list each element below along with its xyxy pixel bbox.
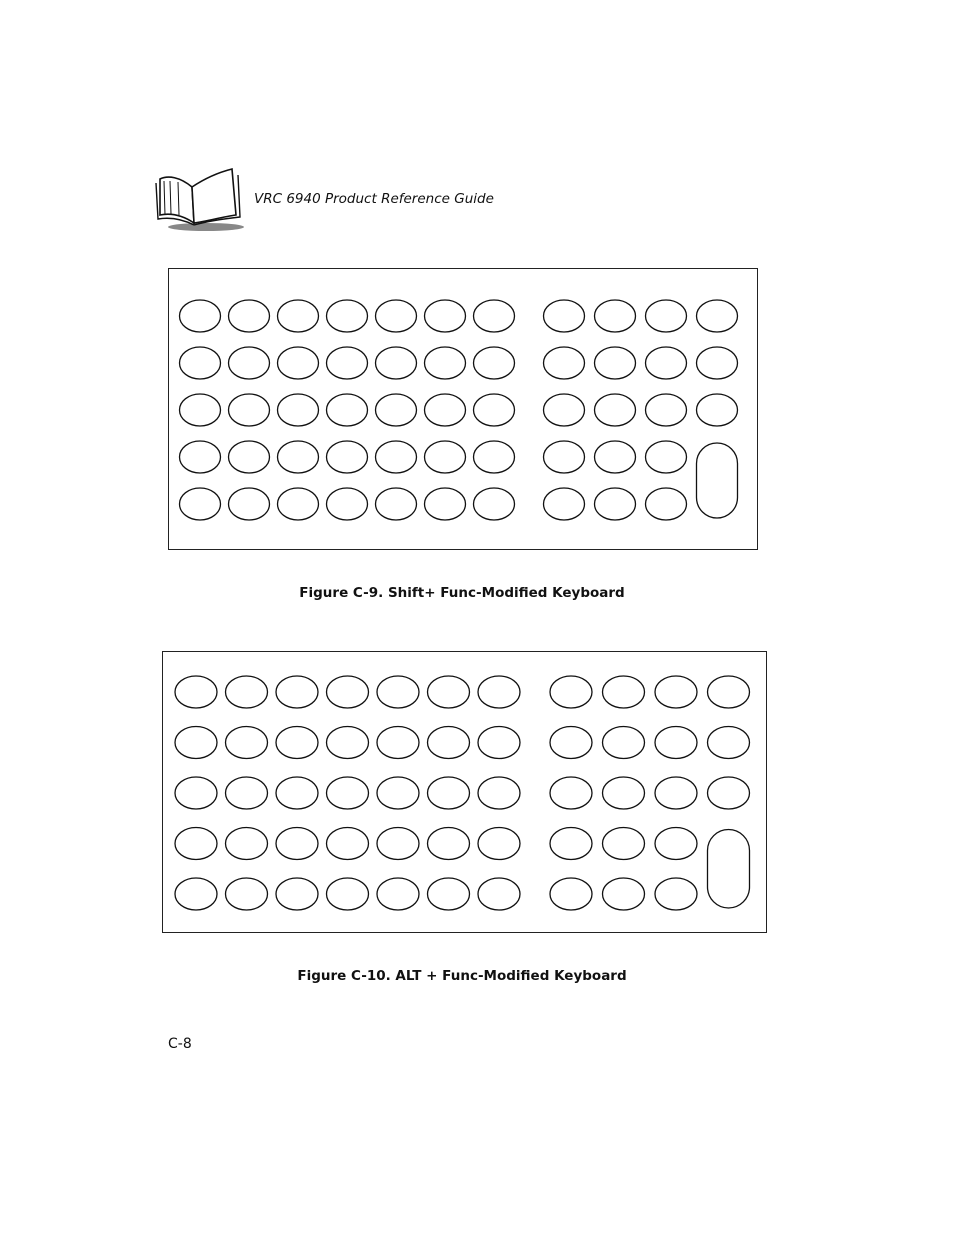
- key: [180, 300, 221, 332]
- key: [376, 347, 417, 379]
- key: [603, 777, 645, 809]
- key: [655, 828, 697, 860]
- key: [708, 727, 750, 759]
- key: [478, 727, 520, 759]
- key: [550, 676, 592, 708]
- key: [603, 727, 645, 759]
- key: [544, 347, 585, 379]
- key: [550, 777, 592, 809]
- key: [603, 676, 645, 708]
- key: [646, 394, 687, 426]
- key: [180, 488, 221, 520]
- key: [278, 488, 319, 520]
- key: [425, 441, 466, 473]
- key: [175, 878, 217, 910]
- key: [229, 394, 270, 426]
- page-number: C-8: [168, 1036, 192, 1052]
- key: [603, 828, 645, 860]
- key: [276, 878, 318, 910]
- key: [646, 488, 687, 520]
- key: [276, 727, 318, 759]
- key: [478, 828, 520, 860]
- keyboard-diagram-alt-func: [162, 651, 767, 933]
- header-book-icon: [152, 165, 248, 235]
- key: [595, 347, 636, 379]
- key: [278, 347, 319, 379]
- key: [180, 441, 221, 473]
- key: [377, 676, 419, 708]
- key: [428, 676, 470, 708]
- key: [226, 828, 268, 860]
- key: [428, 828, 470, 860]
- key: [595, 300, 636, 332]
- key: [327, 441, 368, 473]
- key: [377, 878, 419, 910]
- key: [478, 676, 520, 708]
- key: [697, 300, 738, 332]
- key: [428, 777, 470, 809]
- key: [376, 441, 417, 473]
- key: [425, 300, 466, 332]
- key: [175, 828, 217, 860]
- key: [376, 394, 417, 426]
- key: [229, 488, 270, 520]
- key: [544, 394, 585, 426]
- key: [276, 777, 318, 809]
- key: [708, 676, 750, 708]
- key: [544, 300, 585, 332]
- key: [474, 347, 515, 379]
- key: [229, 300, 270, 332]
- keyboard-diagram-shift-func: [168, 268, 758, 550]
- key: [550, 727, 592, 759]
- key: [226, 777, 268, 809]
- enter-key: [708, 830, 750, 909]
- key: [226, 676, 268, 708]
- key: [697, 347, 738, 379]
- key: [327, 676, 369, 708]
- key: [474, 300, 515, 332]
- key: [550, 828, 592, 860]
- key: [595, 441, 636, 473]
- key: [478, 777, 520, 809]
- key: [655, 878, 697, 910]
- key: [428, 878, 470, 910]
- key: [425, 488, 466, 520]
- key: [544, 488, 585, 520]
- key: [474, 488, 515, 520]
- key: [175, 777, 217, 809]
- key: [175, 727, 217, 759]
- running-header-title: VRC 6940 Product Reference Guide: [254, 191, 494, 207]
- key: [180, 394, 221, 426]
- key: [226, 878, 268, 910]
- key: [276, 828, 318, 860]
- key: [327, 300, 368, 332]
- key: [550, 878, 592, 910]
- key: [276, 676, 318, 708]
- key: [376, 488, 417, 520]
- key: [425, 394, 466, 426]
- key: [327, 727, 369, 759]
- key: [229, 347, 270, 379]
- figure-caption: Figure C-9. Shift+ Func-Modified Keyboard: [299, 585, 625, 601]
- open-book-icon: [152, 165, 248, 235]
- key: [595, 394, 636, 426]
- key: [377, 777, 419, 809]
- key: [708, 777, 750, 809]
- key: [327, 777, 369, 809]
- key: [327, 828, 369, 860]
- key: [646, 300, 687, 332]
- key: [327, 488, 368, 520]
- enter-key: [697, 443, 738, 518]
- key: [428, 727, 470, 759]
- key: [595, 488, 636, 520]
- key: [655, 676, 697, 708]
- key: [655, 727, 697, 759]
- key: [175, 676, 217, 708]
- key: [180, 347, 221, 379]
- key: [655, 777, 697, 809]
- keyboard-keys: [163, 652, 766, 932]
- key: [603, 878, 645, 910]
- key: [327, 347, 368, 379]
- key: [474, 394, 515, 426]
- key: [425, 347, 466, 379]
- key: [327, 394, 368, 426]
- key: [697, 394, 738, 426]
- keyboard-keys: [169, 269, 757, 549]
- key: [278, 441, 319, 473]
- key: [646, 441, 687, 473]
- key: [646, 347, 687, 379]
- key: [478, 878, 520, 910]
- key: [377, 828, 419, 860]
- key: [474, 441, 515, 473]
- key: [278, 394, 319, 426]
- key: [278, 300, 319, 332]
- key: [226, 727, 268, 759]
- key: [376, 300, 417, 332]
- key: [327, 878, 369, 910]
- figure-caption: Figure C-10. ALT + Func-Modified Keyboard: [297, 968, 627, 984]
- key: [544, 441, 585, 473]
- key: [377, 727, 419, 759]
- key: [229, 441, 270, 473]
